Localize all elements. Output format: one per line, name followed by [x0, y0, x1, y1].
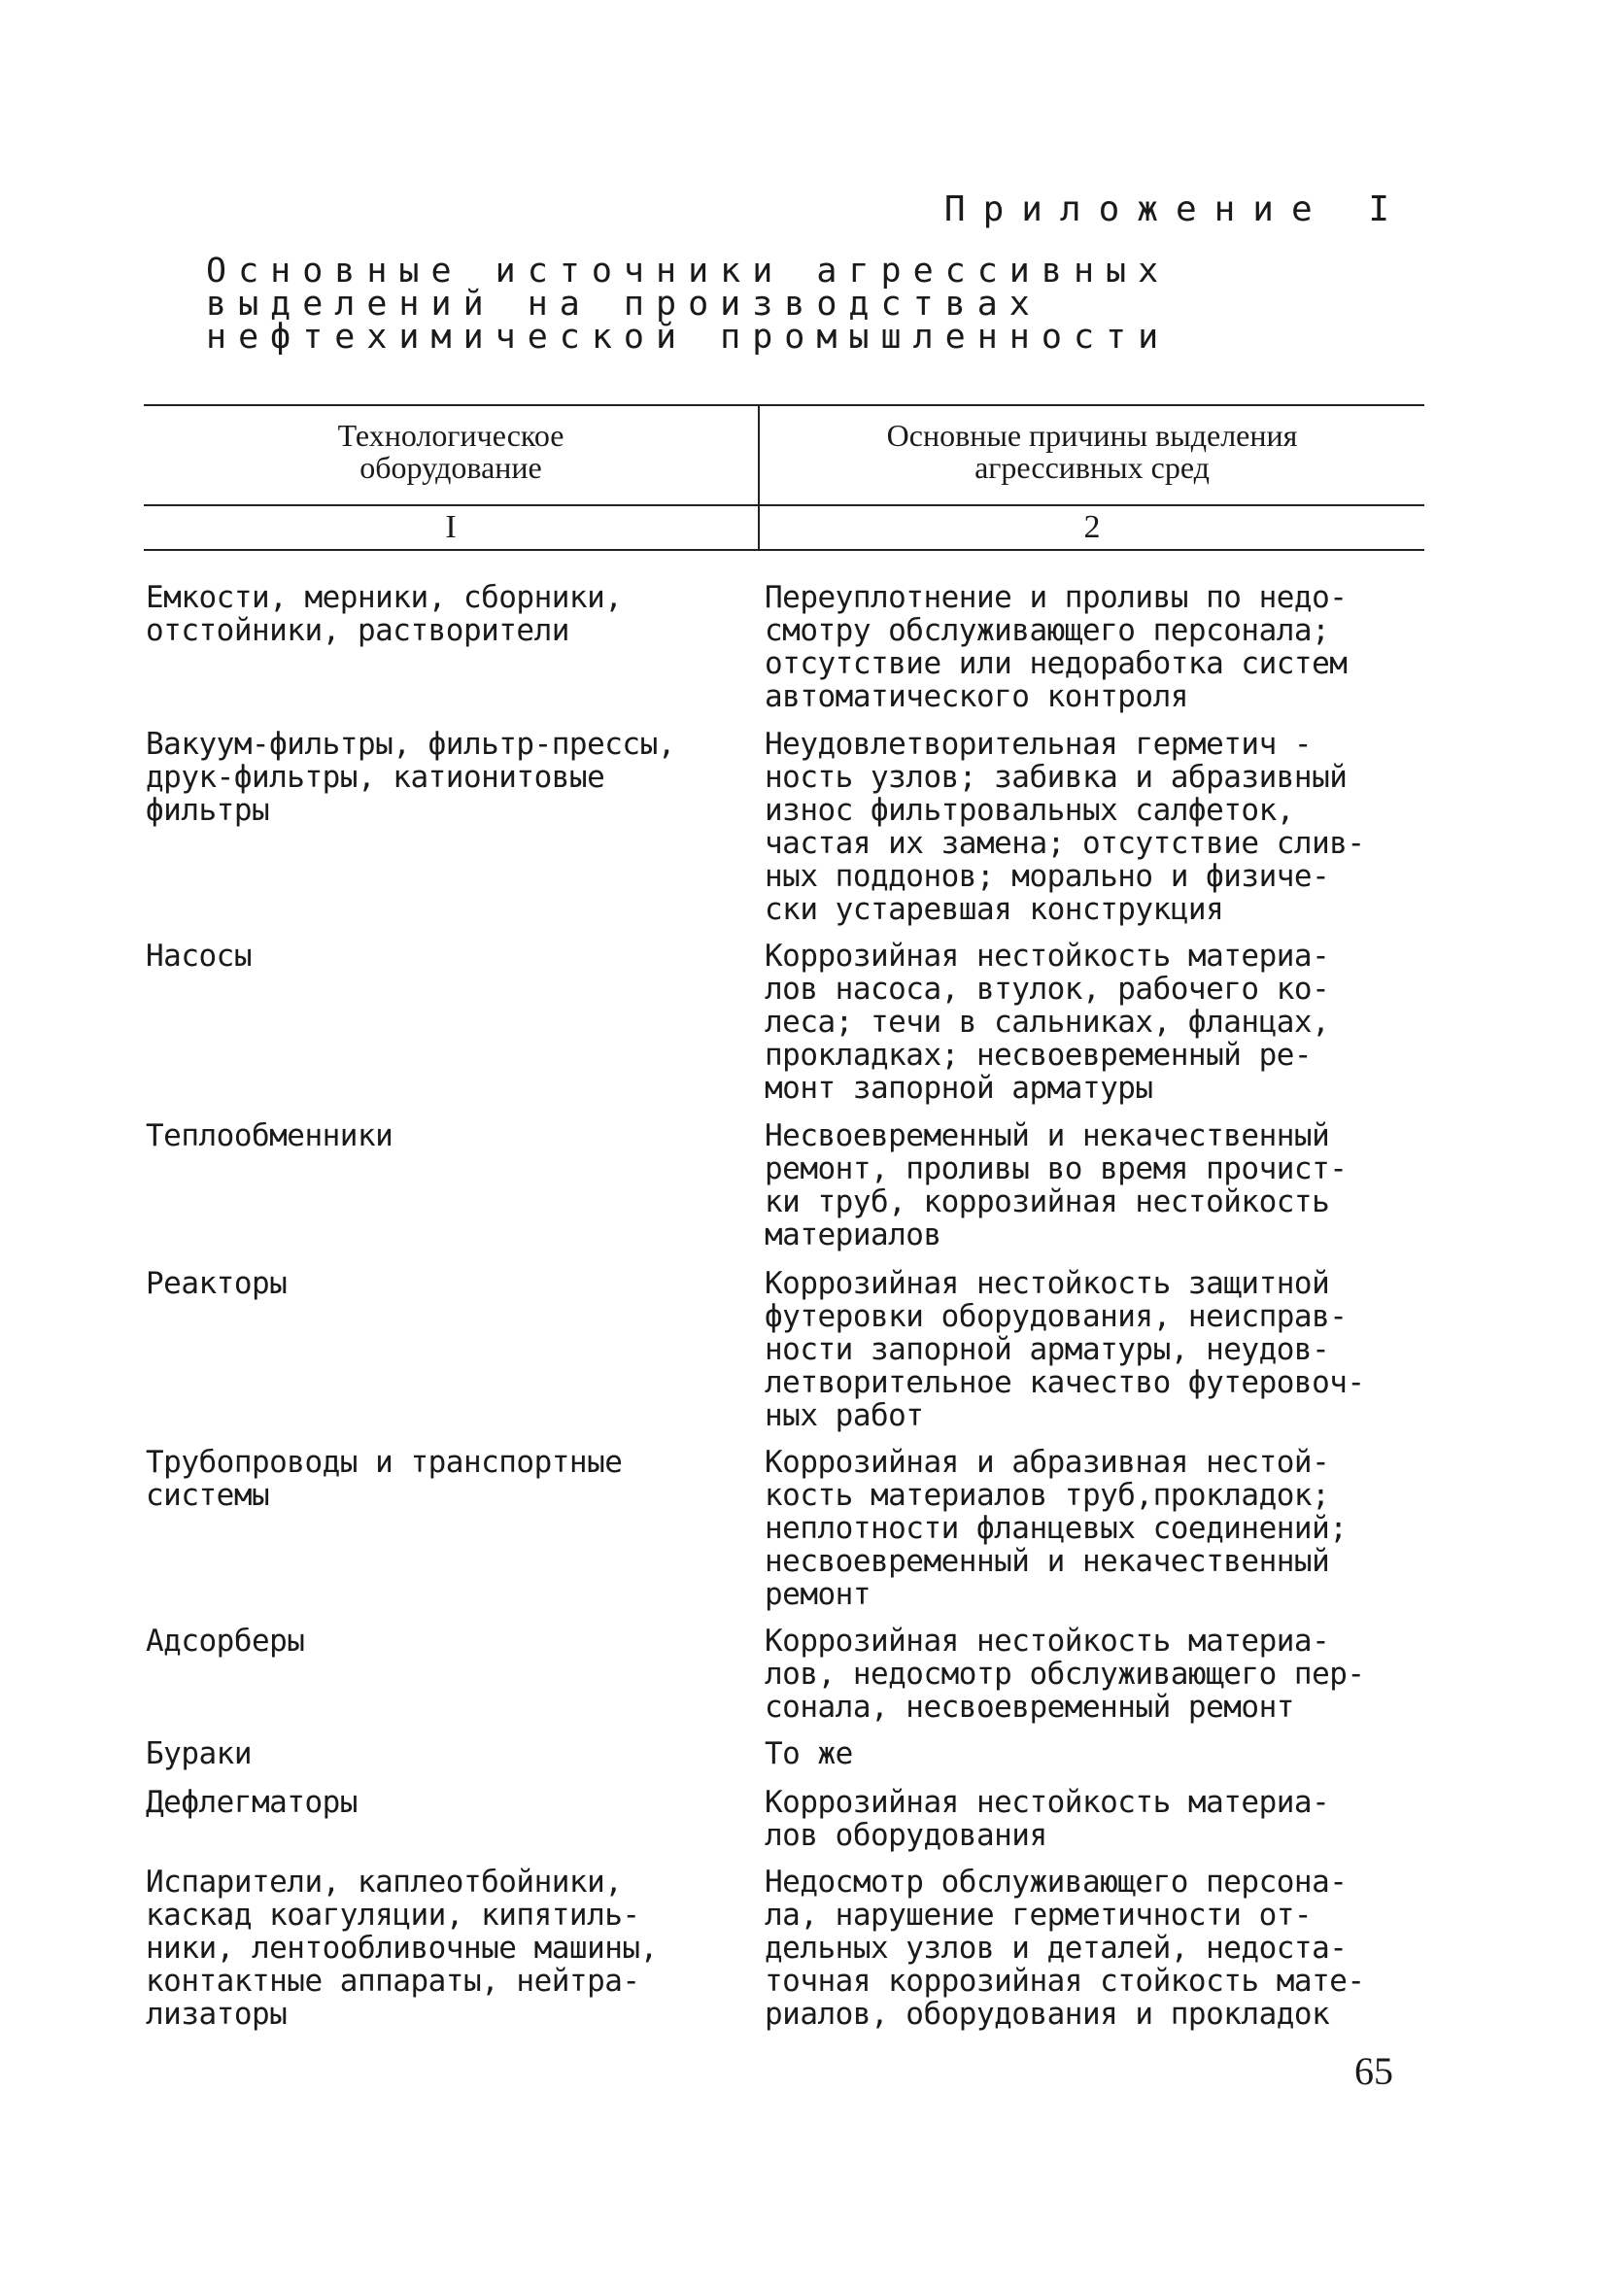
causes-cell: Недосмотр обслуживающего персона- ла, нарушение герметичности от- дельных узлов и деталей, недоста- точная коррозийная стойкость мате- риалов, оборудования и прокладок [765, 1865, 1365, 2032]
column-number-2: 2 [1083, 509, 1101, 545]
equipment-cell: Вакуум-фильтры, фильтр-прессы, друк-фильтры, катионитовые фильтры [146, 727, 675, 828]
equipment-cell: Трубопроводы и транспортные системы [146, 1445, 623, 1513]
title-line: Основные источники агрессивных [206, 252, 1171, 291]
equipment-cell: Насосы [146, 939, 252, 974]
causes-cell: Коррозийная нестойкость защитной футеровки оборудования, неисправ- ности запорной арматуры, неудов- летворительное качество футеровоч- ных работ [765, 1266, 1365, 1433]
table-top-rule [144, 404, 1424, 406]
document-title [206, 252, 1420, 357]
equipment-cell: Испарители, каплеотбойники, каскад коагуляции, кипятиль- ники, лентообливочные машины, контактные аппараты, нейтра- лизаторы [146, 1865, 658, 2032]
causes-cell: Неудовлетворительная герметич - ность узлов; забивка и абразивный износ фильтровальных салфеток, частая их замена; отсутствие слив- ных поддонов; морально и физиче- ски устаревшая конструкция [765, 727, 1365, 927]
equipment-cell: Дефлегматоры [146, 1785, 358, 1820]
title-line: выделений на производствах [206, 285, 1042, 324]
equipment-cell: Емкости, мерники, сборники, отстойники, растворители [146, 580, 623, 648]
causes-cell: Несвоевременный и некачественный ремонт, проливы во время прочист- ки труб, коррозийная нестойкость материалов [765, 1118, 1348, 1252]
causes-cell: Переуплотнение и проливы по недо- смотру обслуживающего персонала; отсутствие или недоработка систем автоматического контроля [765, 580, 1348, 714]
page-number: 65 [1354, 2049, 1393, 2093]
causes-cell: Коррозийная и абразивная нестой- кость материалов труб,прокладок; неплотности фланцевых соединений; несвоевременный и некачественный ремонт [765, 1445, 1348, 1612]
causes-cell: Коррозийная нестойкость материа- лов, недосмотр обслуживающего пер- сонала, несвоевременный ремонт [765, 1624, 1365, 1725]
column-number-rule [144, 549, 1424, 551]
header-rule [144, 504, 1424, 506]
equipment-cell: Реакторы [146, 1266, 288, 1301]
header-equipment: Технологическое оборудование [337, 418, 564, 485]
equipment-cell: Бураки [146, 1736, 252, 1771]
appendix-label: Приложение I [943, 189, 1407, 229]
causes-cell: Коррозийная нестойкость материа- лов оборудования [765, 1785, 1330, 1853]
equipment-cell: Адсорберы [146, 1624, 305, 1659]
header-causes: Основные причины выделения агрессивных сред [886, 418, 1298, 485]
column-number-1: I [445, 509, 457, 545]
title-line: нефтехимической промышленности [206, 318, 1171, 357]
causes-cell: То же [765, 1736, 853, 1771]
causes-cell: Коррозийная нестойкость материа- лов насоса, втулок, рабочего ко- леса; течи в сальниках, фланцах, прокладках; несвоевременный ре- монт запорной арматуры [765, 939, 1330, 1106]
equipment-cell: Теплообменники [146, 1118, 393, 1153]
